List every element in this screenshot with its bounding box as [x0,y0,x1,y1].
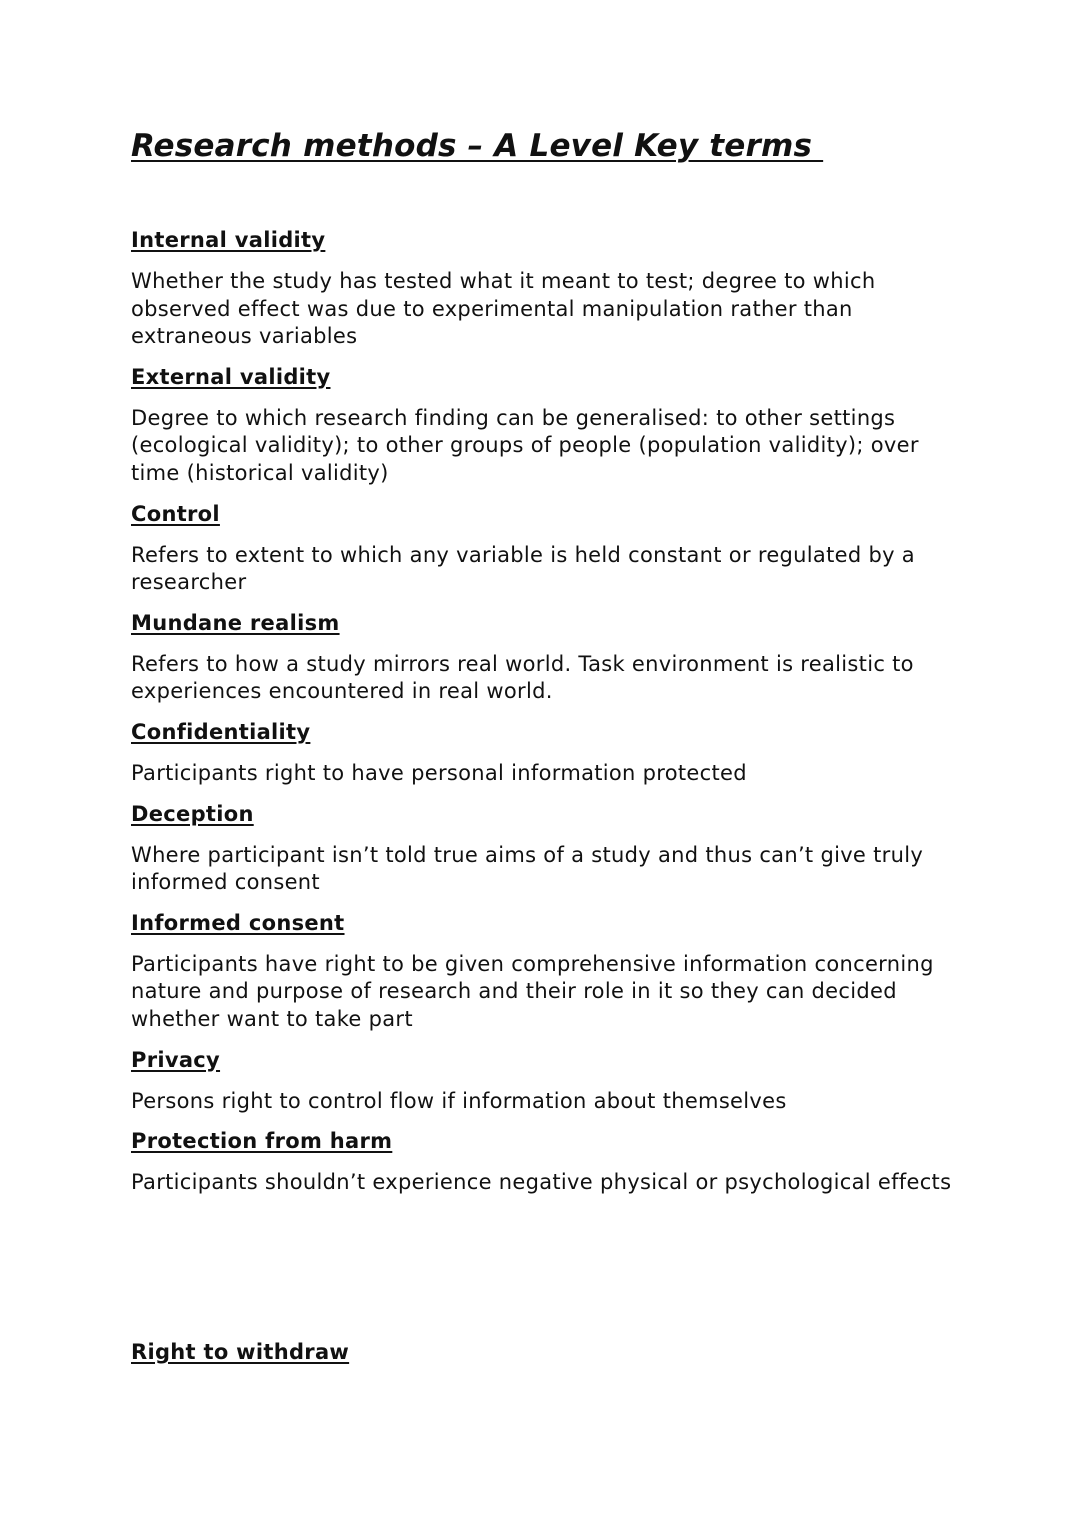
term-heading: Deception [131,801,254,826]
terms-list [131,226,961,1209]
term-informed-consent [131,909,961,1034]
term-definition: Participants shouldn’t experience negative physical or psychological effects [131,1170,952,1195]
term-internal-validity [131,226,961,351]
term-confidentiality [131,718,961,788]
term-external-validity [131,363,961,488]
term-definition: Where participant isn’t told true aims of a study and thus can’t give truly informed consent [131,842,924,895]
term-definition: Refers to how a study mirrors real world. Task environment is realistic to experiences encountered in real world. [131,651,914,704]
term-definition: Participants right to have personal information protected [131,760,747,785]
term-definition: Persons right to control flow if information about themselves [131,1088,787,1113]
term-protection-from-harm [131,1127,961,1197]
term-heading: Control [131,501,220,526]
term-heading: Internal validity [131,228,326,252]
term-heading: Protection from harm [131,1129,393,1154]
term-privacy [131,1046,961,1116]
term-heading: Confidentiality [131,719,311,744]
term-control [131,500,961,597]
term-deception [131,800,961,897]
term-heading: External validity [131,364,331,389]
term-heading-right-to-withdraw: Right to withdraw [131,1340,350,1364]
term-definition: Degree to which research finding can be generalised: to other settings (ecological validity); to other groups of people (population validity); over time (historical validity) [131,405,919,485]
term-heading: Informed consent [131,910,345,935]
term-definition: Participants have right to be given comprehensive information concerning nature and purpose of research and their role in it so they can decided whether want to take part [131,951,934,1031]
term-heading: Privacy [131,1047,221,1072]
term-mundane-realism [131,609,961,706]
document-title: Research methods – A Level Key terms [131,128,824,164]
term-heading: Mundane realism [131,610,340,635]
term-definition: Refers to extent to which any variable is held constant or regulated by a researcher [131,542,915,595]
term-definition: Whether the study has tested what it meant to test; degree to which observed effect was due to experimental manipulation rather than extraneous variables [131,269,876,349]
